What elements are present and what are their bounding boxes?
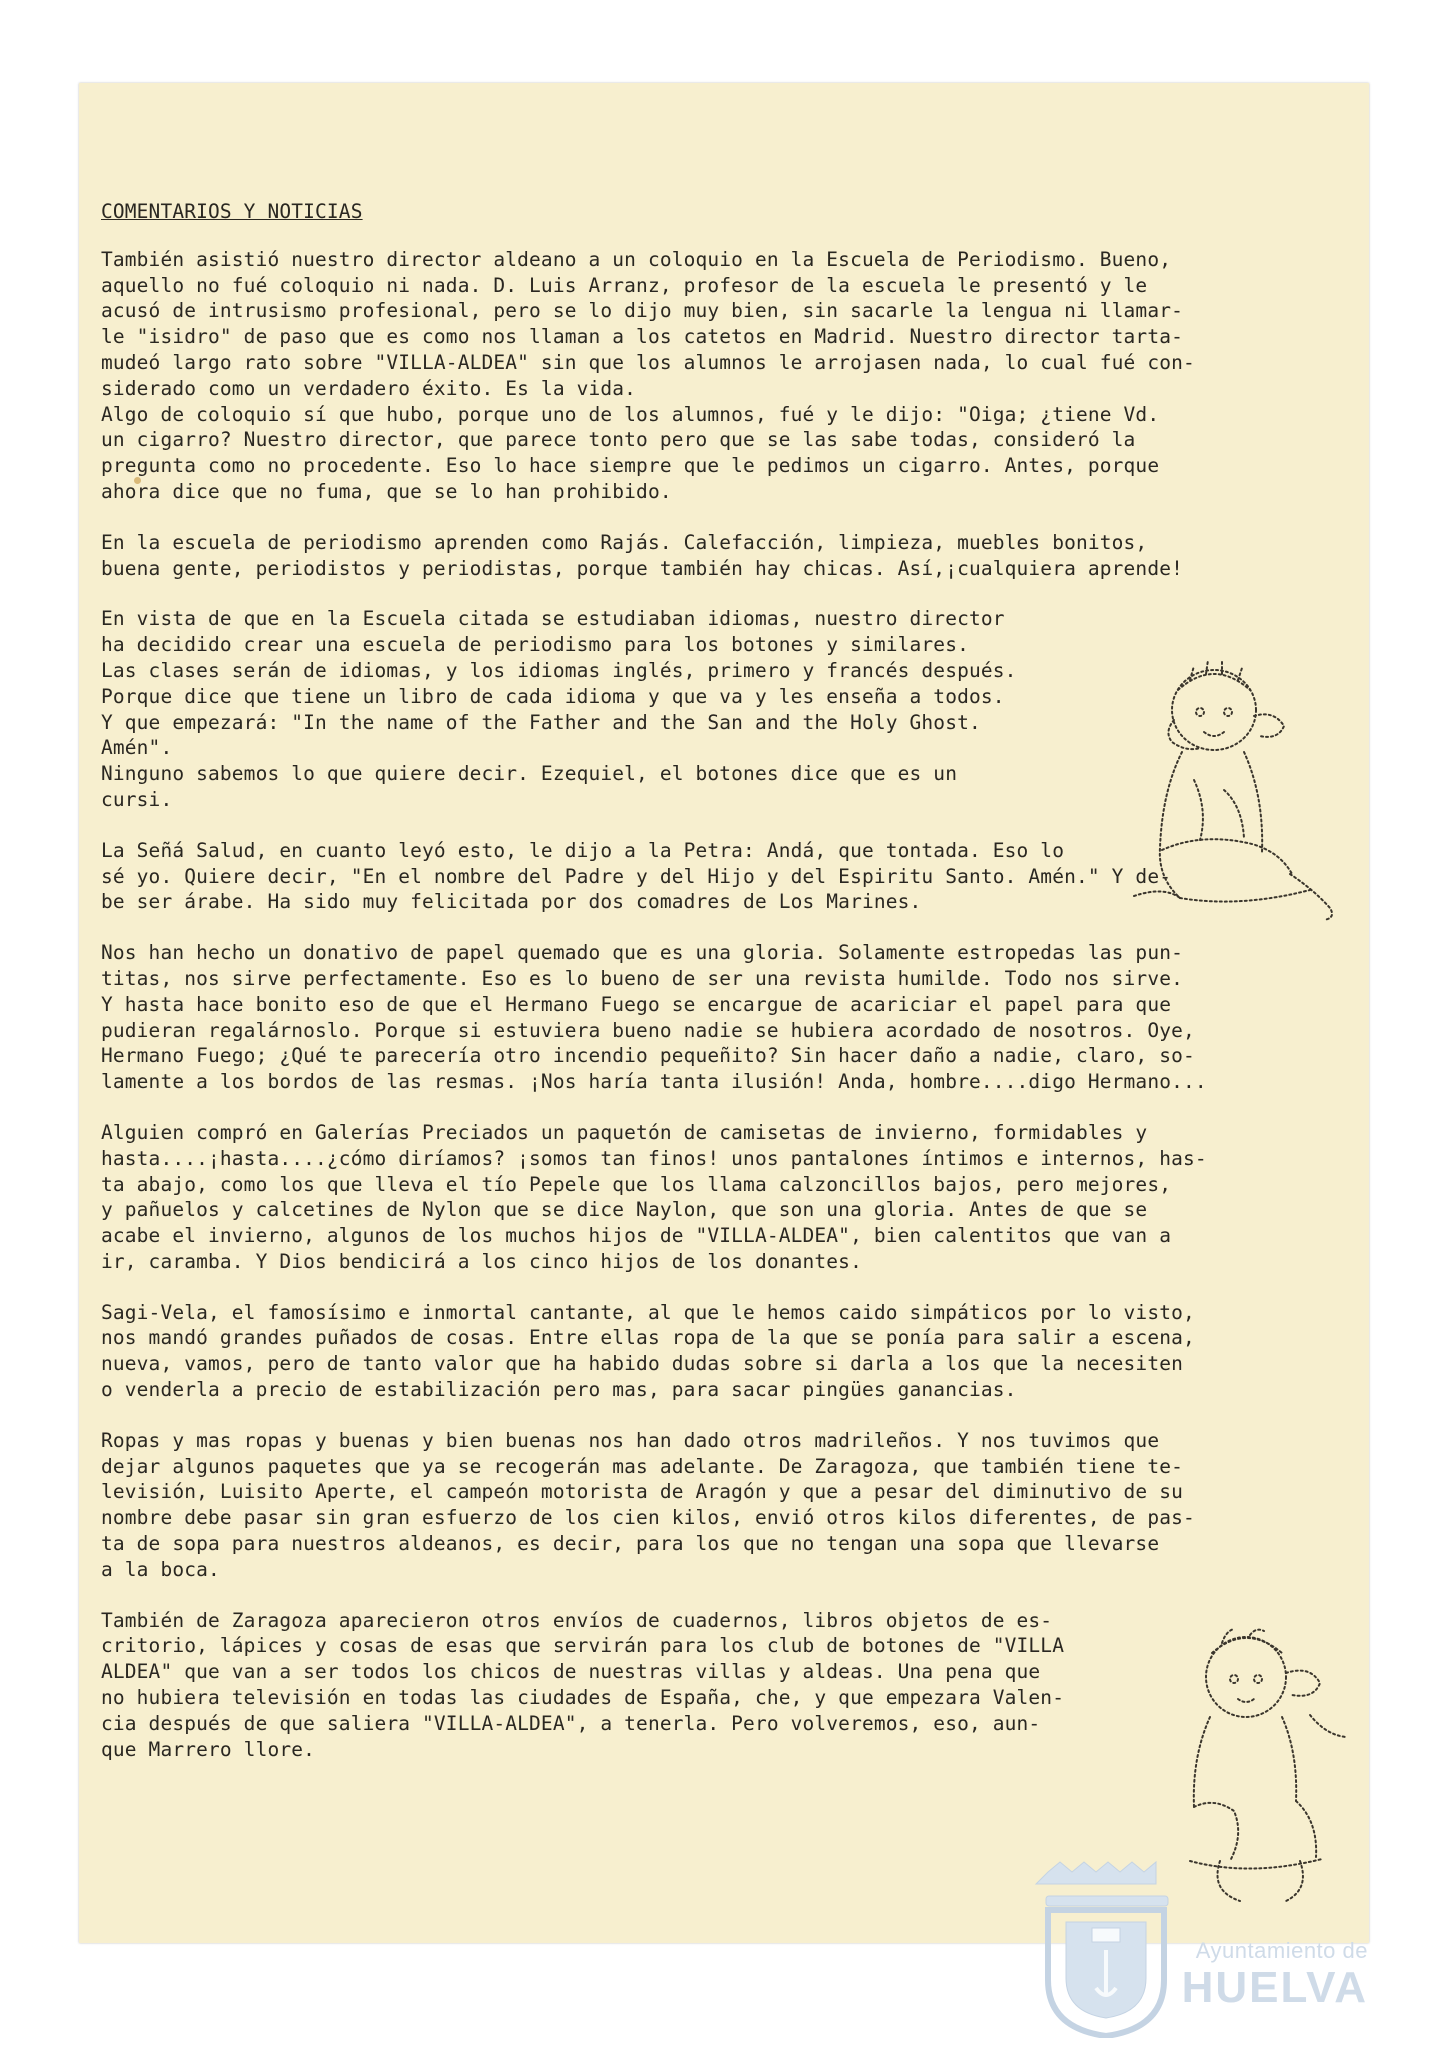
paragraph	[101, 606, 1123, 812]
text-line: a la boca.	[101, 1557, 220, 1581]
text-line: nos mandó grandes puñados de cosas. Entre ellas ropa de la que se ponía para salir a escena,	[101, 1326, 1195, 1350]
text-line: titas, nos sirve perfectamente. Eso es lo bueno de ser una revista humilde. Todo nos sirve.	[101, 966, 1183, 990]
huelva-coat-of-arms-watermark	[1026, 1858, 1184, 2038]
text-line: Las clases serán de idiomas, y los idiomas inglés, primero y francés después.	[101, 658, 1017, 682]
paragraph	[101, 1120, 1207, 1275]
text-line: ALDEA" que van a ser todos los chicos de nuestras villas y aldeas. Una pena que	[101, 1660, 1041, 1684]
text-line: hasta....¡hasta....¿cómo diríamos? ¡somos tan finos! unos pantalones íntimos e internos, has-	[101, 1146, 1207, 1170]
text-line: ta abajo, como los que lleva el tío Pepele que los llama calzoncillos bajos, pero mejores,	[101, 1172, 1172, 1196]
text-line: Y hasta hace bonito eso de que el Hermano Fuego se encargue de acariciar el papel para que	[101, 992, 1172, 1016]
text-line: siderado como un verdadero éxito. Es la vida.	[101, 376, 637, 400]
text-line: ta de sopa para nuestros aldeanos, es decir, para los que no tengan una sopa que llevarse	[101, 1532, 1160, 1556]
paragraphs-container	[101, 247, 1207, 1763]
text-line: cia después de que saliera "VILLA-ALDEA", a tenerla. Pero volveremos, eso, aun-	[101, 1711, 1041, 1735]
text-line: ahora dice que no fuma, que se lo han prohibido.	[101, 479, 672, 503]
text-line: Nos han hecho un donativo de papel quemado que es una gloria. Solamente estropedas las pun-	[101, 941, 1183, 965]
text-line: También asistió nuestro director aldeano a un coloquio en la Escuela de Periodismo. Bueno,	[101, 247, 1172, 271]
text-line: be ser árabe. Ha sido muy felicitada por dos comadres de Los Marines.	[101, 890, 922, 914]
text-line: En vista de que en la Escuela citada se estudiaban idiomas, nuestro director	[101, 607, 1005, 631]
boy-sketch-illustration	[1094, 660, 1344, 960]
text-line: Ninguno sabemos lo que quiere decir. Ezequiel, el botones dice que es un	[101, 762, 958, 786]
watermark-line-1: Ayuntamiento de	[1195, 1938, 1368, 1963]
paragraph	[101, 838, 1172, 915]
paragraph	[101, 940, 1207, 1095]
paragraph	[101, 1300, 1195, 1403]
paragraph	[101, 1608, 1123, 1763]
text-line: aquello no fué coloquio ni nada. D. Luis Arranz, profesor de la escuela le presentó y le	[101, 273, 1148, 297]
text-line: que Marrero llore.	[101, 1737, 316, 1761]
paragraph	[101, 247, 1195, 505]
paragraph	[101, 530, 1183, 582]
text-line: cursi.	[101, 787, 173, 811]
text-line: ir, caramba. Y Dios bendicirá a los cinco hijos de los donantes.	[101, 1249, 862, 1273]
text-line: Alguien compró en Galerías Preciados un paquetón de camisetas de invierno, formidables y	[101, 1120, 1148, 1144]
text-line: critorio, lápices y cosas de esas que servirán para los club de botones de "VILLA	[101, 1634, 1065, 1658]
text-line: Amén".	[101, 736, 173, 760]
huelva-watermark-text	[1168, 1938, 1368, 2012]
document-body	[101, 199, 1207, 1787]
paragraph	[101, 1428, 1195, 1583]
text-line: lamente a los bordos de las resmas. ¡Nos haría tanta ilusión! Anda, hombre....digo Hermano...	[101, 1070, 1207, 1094]
text-line: buena gente, periodistos y periodistas, porque también hay chicas. Así,¡cualquiera aprende!	[101, 556, 1183, 580]
text-line: dejar algunos paquetes que ya se recogerán mas adelante. De Zaragoza, que también tiene te-	[101, 1454, 1183, 1478]
text-line: En la escuela de periodismo aprenden como Rajás. Calefacción, limpieza, muebles bonitos,	[101, 530, 1148, 554]
text-line: nueva, vamos, pero de tanto valor que ha habido dudas sobre si darla a los que la necesiten	[101, 1352, 1183, 1376]
text-line: levisión, Luisito Aperte, el campeón motorista de Aragón y que a pesar del diminutivo de su	[101, 1480, 1183, 1504]
text-line: La Señá Salud, en cuanto leyó esto, le dijo a la Petra: Andá, que tontada. Eso lo	[101, 838, 1065, 862]
text-line: nombre debe pasar sin gran esfuerzo de los cien kilos, envió otros kilos diferentes, de pas-	[101, 1506, 1195, 1530]
text-line: También de Zaragoza aparecieron otros envíos de cuadernos, libros objetos de es-	[101, 1608, 1053, 1632]
text-line: sé yo. Quiere decir, "En el nombre del Padre y del Hijo y del Espiritu Santo. Amén." Y de-	[101, 864, 1172, 888]
text-line: pregunta como no procedente. Eso lo hace siempre que le pedimos un cigarro. Antes, porque	[101, 454, 1160, 478]
text-line: o venderla a precio de estabilización pero mas, para sacar pingües ganancias.	[101, 1378, 1017, 1402]
text-line: Ropas y mas ropas y buenas y bien buenas nos han dado otros madrileños. Y nos tuvimos que	[101, 1428, 1160, 1452]
text-line: Y que empezará: "In the name of the Father and the San and the Holy Ghost.	[101, 710, 981, 734]
text-line: y pañuelos y calcetines de Nylon que se dice Naylon, que son una gloria. Antes de que se	[101, 1198, 1148, 1222]
text-line: Sagi-Vela, el famosísimo e inmortal cantante, al que le hemos caido simpáticos por lo visto,	[101, 1300, 1195, 1324]
text-line: Hermano Fuego; ¿Qué te parecería otro incendio pequeñito? Sin hacer daño a nadie, claro, so-	[101, 1044, 1195, 1068]
text-line: ha decidido crear una escuela de periodismo para los botones y similares.	[101, 633, 969, 657]
text-line: Porque dice que tiene un libro de cada idioma y que va y les enseña a todos.	[101, 684, 1005, 708]
text-line: mudeó largo rato sobre "VILLA-ALDEA" sin que los alumnos le arrojasen nada, lo cual fué con-	[101, 350, 1195, 374]
text-line: le "isidro" de paso que es como nos llaman a los catetos en Madrid. Nuestro director tarta-	[101, 325, 1183, 349]
text-line: pudieran regalárnoslo. Porque si estuviera bueno nadie se hubiera acordado de nosotros. Oye,	[101, 1018, 1195, 1042]
text-line: Algo de coloquio sí que hubo, porque uno de los alumnos, fué y le dijo: "Oiga; ¿tiene Vd.	[101, 402, 1160, 426]
text-line: un cigarro? Nuestro director, que parece tonto pero que se las sabe todas, consideró la	[101, 428, 1136, 452]
document-heading: COMENTARIOS Y NOTICIAS	[101, 200, 363, 223]
text-line: no hubiera televisión en todas las ciudades de España, che, y que empezara Valen-	[101, 1686, 1065, 1710]
watermark-line-2: HUELVA	[1181, 1963, 1368, 2012]
text-line: acabe el invierno, algunos de los muchos hijos de "VILLA-ALDEA", bien calentitos que van a	[101, 1224, 1172, 1248]
text-line: acusó de intrusismo profesional, pero se lo dijo muy bien, sin sacarle la lengua ni llamar-	[101, 299, 1183, 323]
